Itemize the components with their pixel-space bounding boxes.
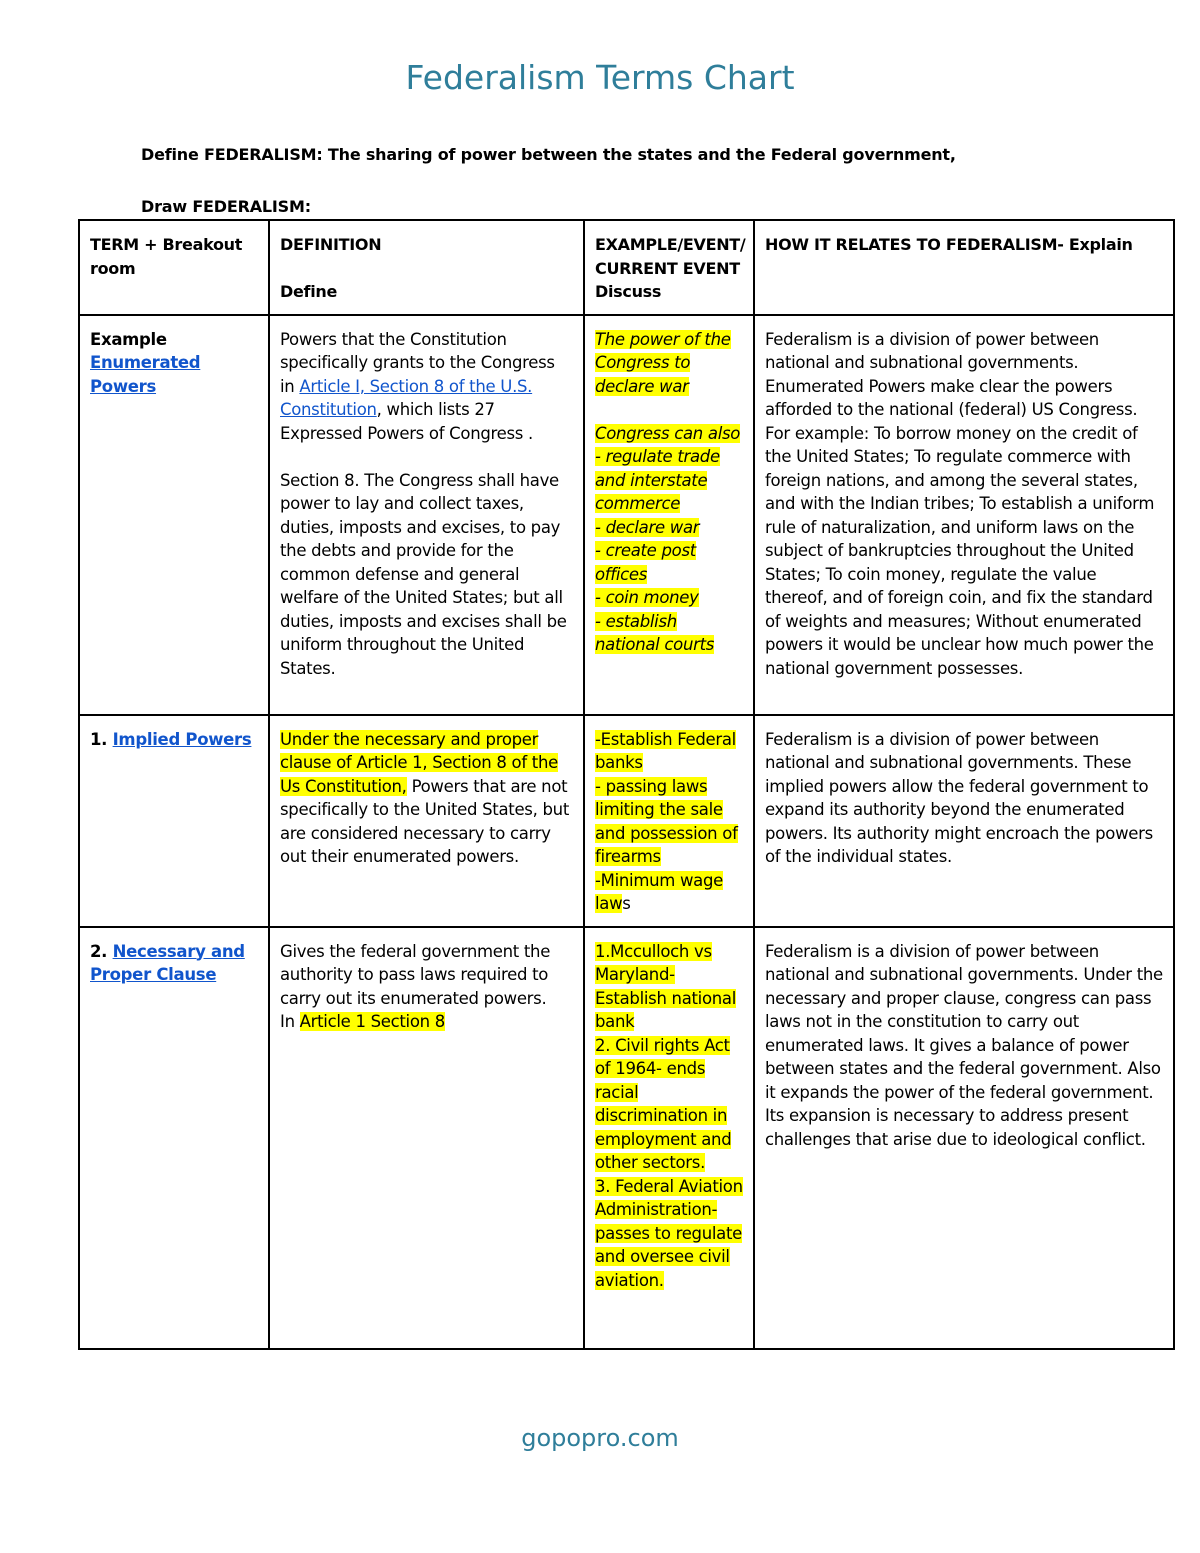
header-definition-sub: Define — [280, 282, 338, 301]
term-cell: Example Enumerated Powers — [79, 315, 269, 715]
term-cell: 1. Implied Powers — [79, 715, 269, 927]
draw-federalism-line: Draw FEDERALISM: — [141, 197, 311, 216]
table-row — [79, 715, 1174, 927]
example-cell: -Establish Federal banks - passing laws limiting the sale and possession of firearms -Minimum wage laws — [584, 715, 754, 927]
example-cell: The power of the Congress to declare war Congress can also - regulate trade and interstate commerce - declare war - create post offices - coin money - establish national courts — [584, 315, 754, 715]
footer-site: gopopro.com — [521, 1424, 679, 1452]
example-cell: 1.Mcculloch vs Maryland- Establish national bank 2. Civil rights Act of 1964- ends racial discrimination in employment and other sectors. 3. Federal Aviation Administration- passes to regulate and oversee civil aviation. — [584, 927, 754, 1349]
term-link-necessary-proper-clause[interactable]: Necessary and Proper Clause — [90, 941, 245, 984]
terms-table — [78, 219, 1175, 1350]
definition-cell: Powers that the Constitution specifically grants to the Congress in Article I, Section 8 of the U.S. Constitution, which lists 27 Expressed Powers of Congress . Section 8. The Congress shall have power to lay and collect taxes, duties, imposts and excises, to pay the debts and provide for the common defense and general welfare of the United States; but all duties, imposts and excises shall be uniform throughout the United States. — [269, 315, 584, 715]
table-header-row — [79, 220, 1174, 315]
header-definition: DEFINITION Define — [269, 220, 584, 315]
relates-cell: Federalism is a division of power between national and subnational governments. Enumerated Powers make clear the powers afforded to the national (federal) US Congress. For example: To borrow money on the credit of the United States; To regulate commerce with foreign nations, and among the several states, and with the Indian tribes; To establish a uniform rule of naturalization, and uniform laws on the subject of bankruptcies throughout the United States; To coin money, regulate the value thereof, and of foreign coin, and fix the standard of weights and measures; Without enumerated powers it would be unclear how much power the national government possesses. — [754, 315, 1174, 715]
table-row — [79, 315, 1174, 715]
header-example: EXAMPLE/EVENT/ CURRENT EVENT Discuss — [584, 220, 754, 315]
definition-cell: Gives the federal government the authority to pass laws required to carry out its enumerated powers. In Article 1 Section 8 — [269, 927, 584, 1349]
define-federalism-line: Define FEDERALISM: The sharing of power between the states and the Federal government, — [141, 145, 956, 164]
header-relates: HOW IT RELATES TO FEDERALISM- Explain — [754, 220, 1174, 315]
page-title: Federalism Terms Chart — [405, 58, 795, 97]
term-cell: 2. Necessary and Proper Clause — [79, 927, 269, 1349]
relates-cell: Federalism is a division of power between national and subnational governments. Under the necessary and proper clause, congress can pass laws not in the constitution to carry out enumerated laws. It gives a balance of power between states and the federal government. Also it expands the power of the federal government. Its expansion is necessary to address present challenges that arise due to ideological conflict. — [754, 927, 1174, 1349]
header-term: TERM + Breakout room — [79, 220, 269, 315]
definition-cell: Under the necessary and proper clause of Article 1, Section 8 of the Us Constitution, Powers that are not specifically to the United States, but are considered necessary to carry out their enumerated powers. — [269, 715, 584, 927]
article-link[interactable]: Article I, Section 8 of the U.S. Constitution — [280, 376, 533, 419]
term-link-implied-powers[interactable]: Implied Powers — [112, 729, 252, 749]
table-row — [79, 927, 1174, 1349]
relates-cell: Federalism is a division of power between national and subnational governments. These implied powers allow the federal government to expand its authority beyond the enumerated powers. Its authority might encroach the powers of the individual states. — [754, 715, 1174, 927]
term-link-enumerated-powers[interactable]: Enumerated Powers — [90, 353, 201, 396]
